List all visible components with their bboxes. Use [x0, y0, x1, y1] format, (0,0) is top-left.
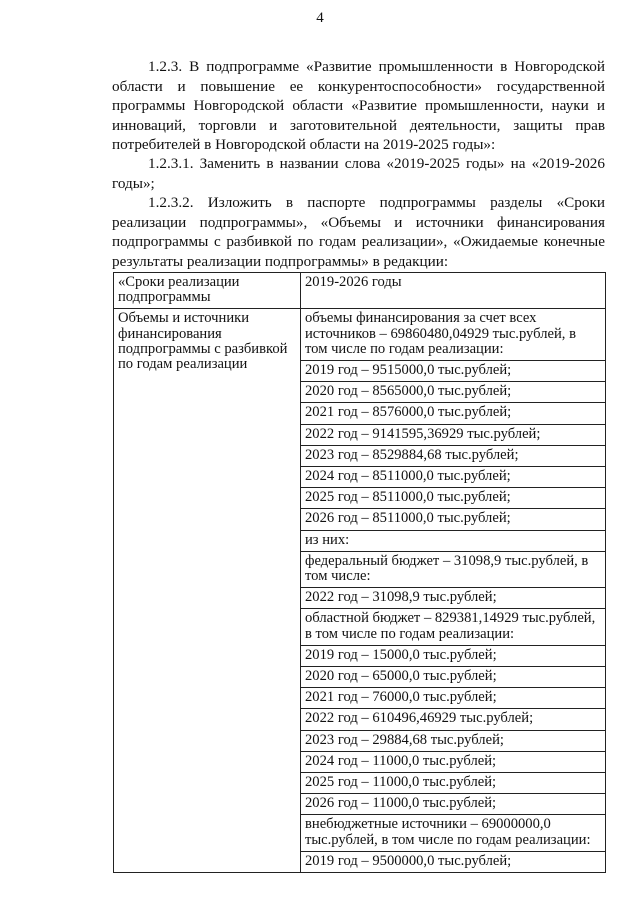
funding-line: федеральный бюджет – 31098,9 тыс.рублей, в том числе: — [301, 552, 605, 588]
funding-line: 2019 год – 9500000,0 тыс.рублей; — [305, 852, 512, 869]
funding-line: из них: — [301, 531, 605, 552]
funding-line: 2025 год – 8511000,0 тыс.рублей; — [301, 488, 605, 509]
row-label-funding: Объемы и источники финансирования подпрограммы с разбивкой по годам реализации — [114, 309, 301, 873]
funding-line: 2019 год – 9515000,0 тыс.рублей; — [301, 361, 605, 382]
funding-line: 2022 год – 31098,9 тыс.рублей; — [301, 588, 605, 609]
funding-line: 2024 год – 11000,0 тыс.рублей; — [301, 752, 605, 773]
table-row-terms — [114, 273, 606, 309]
paragraph-1-2-3-1: 1.2.3.1. Заменить в названии слова «2019-2025 годы» на «2019-2026 годы»; — [112, 155, 605, 192]
funding-lines — [305, 309, 601, 872]
funding-line: 2026 год – 11000,0 тыс.рублей; — [301, 794, 605, 815]
paragraph-1-2-3-2: 1.2.3.2. Изложить в паспорте подпрограммы разделы «Сроки реализации подпрограммы», «Объемы и источники финансирования подпрограммы с разбивкой по годам реализации», «Ожидаемые конечные результаты реализации подпрограммы» в редакции: — [112, 194, 605, 270]
funding-line: 2022 год – 9141595,36929 тыс.рублей; — [301, 425, 605, 446]
table-row-funding — [114, 309, 606, 873]
funding-line: 2024 год – 8511000,0 тыс.рублей; — [301, 467, 605, 488]
page-number: 4 — [316, 10, 324, 26]
funding-line: 2026 год – 8511000,0 тыс.рублей; — [301, 509, 605, 530]
funding-line: внебюджетные источники – 69000000,0 тыс.рублей, в том числе по годам реализации: — [301, 815, 605, 851]
funding-line: 2025 год – 11000,0 тыс.рублей; — [301, 773, 605, 794]
funding-line: 2022 год – 610496,46929 тыс.рублей; — [301, 709, 605, 730]
funding-line: 2019 год – 15000,0 тыс.рублей; — [301, 646, 605, 667]
funding-line: 2020 год – 8565000,0 тыс.рублей; — [301, 382, 605, 403]
funding-line: объемы финансирования за счет всех источников – 69860480,04929 тыс.рублей, в том числе по годам реализации: — [301, 309, 605, 361]
paragraph-1-2-3: 1.2.3. В подпрограмме «Развитие промышленности в Новгородской области и повышение ее конкурентоспособности» государственной программы Новгородской области «Развитие промышленности, науки и инноваций, торговли и заготовительной деятельности, защиты прав потребителей в Новгородской области на 2019-2025 годы»: — [112, 58, 605, 154]
funding-line: 2020 год – 65000,0 тыс.рублей; — [301, 667, 605, 688]
funding-line: 2021 год – 8576000,0 тыс.рублей; — [301, 403, 605, 424]
funding-line: 2021 год – 76000,0 тыс.рублей; — [301, 688, 605, 709]
row-label-terms: «Сроки реализации подпрограммы — [114, 273, 301, 309]
row-value-funding — [301, 309, 606, 873]
passport-table — [113, 272, 606, 873]
funding-line: областной бюджет – 829381,14929 тыс.рублей, в том числе по годам реализации: — [301, 609, 605, 645]
funding-line: 2023 год – 8529884,68 тыс.рублей; — [301, 446, 605, 467]
row-value-terms: 2019-2026 годы — [301, 273, 606, 309]
funding-line: 2023 год – 29884,68 тыс.рублей; — [301, 731, 605, 752]
